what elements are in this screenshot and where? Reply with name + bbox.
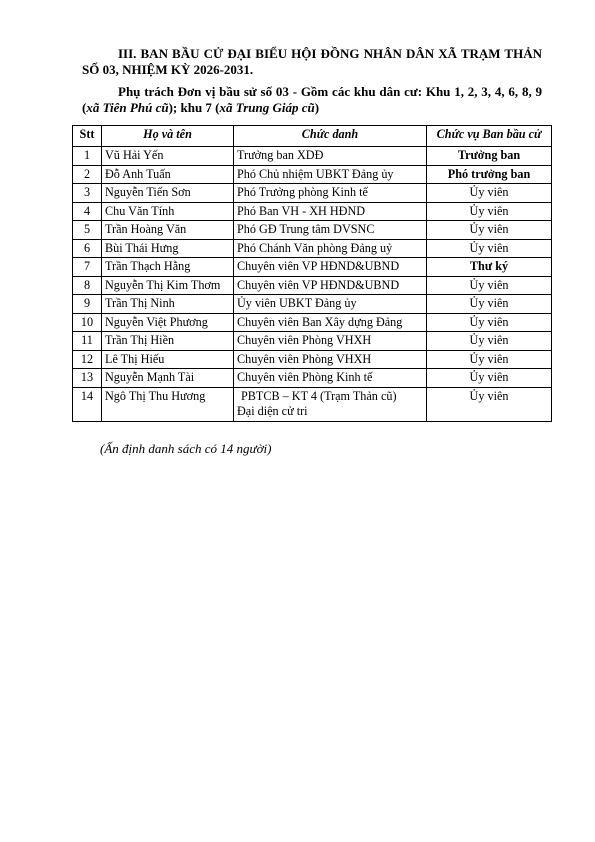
subheading-commune-1: xã Tiên Phú cũ bbox=[86, 99, 169, 115]
table-row bbox=[73, 295, 552, 314]
table-row bbox=[73, 147, 552, 166]
cell-title: Chuyên viên VP HĐND&UBND bbox=[234, 258, 427, 277]
list-footnote: (Ấn định danh sách có 14 người) bbox=[100, 441, 272, 456]
header-title: Chức danh bbox=[234, 126, 427, 147]
table-row bbox=[73, 350, 552, 369]
cell-name: Trần Thị Hiền bbox=[102, 332, 234, 351]
cell-name: Bùi Thái Hưng bbox=[102, 239, 234, 258]
table-row bbox=[73, 387, 552, 421]
cell-name: Trần Thạch Hằng bbox=[102, 258, 234, 277]
cell-title: Phó Chánh Văn phòng Đảng uỷ bbox=[234, 239, 427, 258]
table-row bbox=[73, 165, 552, 184]
cell-stt: 5 bbox=[73, 221, 102, 240]
cell-stt: 1 bbox=[73, 147, 102, 166]
cell-title: Chuyên viên VP HĐND&UBND bbox=[234, 276, 427, 295]
cell-role: Ủy viên bbox=[427, 184, 552, 203]
header-role: Chức vụ Ban bầu cử bbox=[427, 126, 552, 147]
cell-role: Ủy viên bbox=[427, 221, 552, 240]
table-row bbox=[73, 221, 552, 240]
cell-stt: 14 bbox=[73, 387, 102, 421]
cell-title bbox=[234, 387, 427, 421]
cell-stt: 7 bbox=[73, 258, 102, 277]
cell-name: Ngô Thị Thu Hương bbox=[102, 387, 234, 421]
table-row bbox=[73, 258, 552, 277]
cell-name: Chu Văn Tính bbox=[102, 202, 234, 221]
table-row bbox=[73, 332, 552, 351]
cell-name: Nguyễn Việt Phương bbox=[102, 313, 234, 332]
cell-stt: 10 bbox=[73, 313, 102, 332]
cell-role: Ủy viên bbox=[427, 313, 552, 332]
cell-stt: 4 bbox=[73, 202, 102, 221]
cell-title: Phó GĐ Trung tâm DVSNC bbox=[234, 221, 427, 240]
cell-stt: 9 bbox=[73, 295, 102, 314]
cell-role: Ủy viên bbox=[427, 276, 552, 295]
cell-role: Trưởng ban bbox=[427, 147, 552, 166]
subheading-commune-2: xã Trung Giáp cũ bbox=[219, 99, 315, 115]
cell-name: Nguyễn Mạnh Tài bbox=[102, 369, 234, 388]
cell-role: Ủy viên bbox=[427, 332, 552, 351]
header-stt: Stt bbox=[73, 126, 102, 147]
subheading-separator: ); khu 7 ( bbox=[168, 99, 220, 115]
cell-title: Phó Trưởng phòng Kinh tế bbox=[234, 184, 427, 203]
cell-stt: 6 bbox=[73, 239, 102, 258]
cell-title: Chuyên viên Ban Xây dựng Đảng bbox=[234, 313, 427, 332]
cell-name: Trần Thị Ninh bbox=[102, 295, 234, 314]
cell-role: Thư ký bbox=[427, 258, 552, 277]
cell-title: Ủy viên UBKT Đảng ủy bbox=[234, 295, 427, 314]
cell-stt: 8 bbox=[73, 276, 102, 295]
cell-stt: 13 bbox=[73, 369, 102, 388]
table-header-row bbox=[73, 126, 552, 147]
cell-title: Phó Ban VH - XH HĐND bbox=[234, 202, 427, 221]
cell-title: Trưởng ban XDĐ bbox=[234, 147, 427, 166]
cell-title: Phó Chủ nhiệm UBKT Đảng ủy bbox=[234, 165, 427, 184]
table-row bbox=[73, 313, 552, 332]
cell-title: Chuyên viên Phòng VHXH bbox=[234, 350, 427, 369]
cell-name: Vũ Hải Yến bbox=[102, 147, 234, 166]
cell-role: Ủy viên bbox=[427, 350, 552, 369]
section-subheading bbox=[82, 84, 542, 115]
cell-stt: 3 bbox=[73, 184, 102, 203]
table-row bbox=[73, 184, 552, 203]
cell-name: Nguyễn Tiến Sơn bbox=[102, 184, 234, 203]
subheading-close: ) bbox=[314, 99, 320, 115]
table-row bbox=[73, 239, 552, 258]
cell-role: Ủy viên bbox=[427, 239, 552, 258]
cell-title: Chuyên viên Phòng Kinh tế bbox=[234, 369, 427, 388]
header-name: Họ và tên bbox=[102, 126, 234, 147]
cell-name: Trần Hoàng Văn bbox=[102, 221, 234, 240]
subheading-text: Phụ trách Đơn vị bầu sử số 03 - Gồm các khu dân cư: Khu 1, 2, 3, 4, 6, 8, 9 ( bbox=[82, 84, 542, 115]
cell-title: Chuyên viên Phòng VHXH bbox=[234, 332, 427, 351]
cell-role: Phó trưởng ban bbox=[427, 165, 552, 184]
cell-name: Nguyễn Thị Kim Thơm bbox=[102, 276, 234, 295]
cell-role: Ủy viên bbox=[427, 369, 552, 388]
table-row bbox=[73, 202, 552, 221]
cell-stt: 12 bbox=[73, 350, 102, 369]
table-body bbox=[73, 147, 552, 422]
table-row bbox=[73, 369, 552, 388]
cell-title-line: PBTCB – KT 4 (Trạm Thản cũ) bbox=[241, 388, 397, 403]
cell-name: Lê Thị Hiếu bbox=[102, 350, 234, 369]
table-row bbox=[73, 276, 552, 295]
section-heading: III. BAN BẦU CỬ ĐẠI BIỂU HỘI ĐỒNG NHÂN DÂN XÃ TRẠM THẢN SỐ 03, NHIỆM KỲ 2026-2031. bbox=[82, 46, 542, 77]
cell-stt: 11 bbox=[73, 332, 102, 351]
cell-role: Ủy viên bbox=[427, 202, 552, 221]
cell-stt: 2 bbox=[73, 165, 102, 184]
cell-name: Đỗ Anh Tuấn bbox=[102, 165, 234, 184]
cell-role: Ủy viên bbox=[427, 387, 552, 421]
cell-title-line-2: Đại diện cử tri bbox=[237, 404, 308, 418]
committee-table bbox=[72, 125, 552, 422]
cell-role: Ủy viên bbox=[427, 295, 552, 314]
